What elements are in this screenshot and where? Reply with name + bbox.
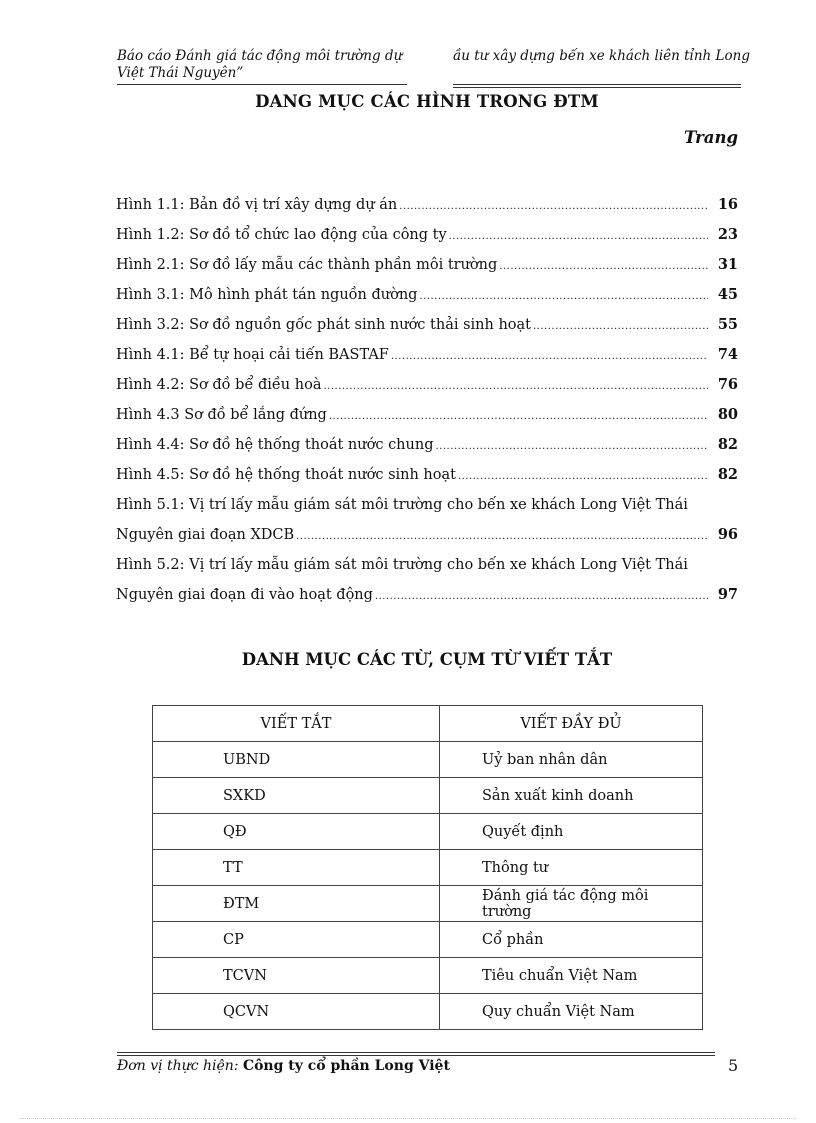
header-left-line2: Việt Thái Nguyên” xyxy=(117,65,244,81)
leader-dots xyxy=(323,372,708,402)
figure-entry xyxy=(116,490,738,550)
page-header xyxy=(117,48,750,90)
figure-page: 55 xyxy=(717,316,738,333)
leader-dots xyxy=(499,252,708,282)
figure-entry xyxy=(116,400,738,430)
leader-dots xyxy=(449,222,708,252)
abbreviations-title: DANH MỤC CÁC TỪ, CỤM TỪ VIẾT TẮT xyxy=(241,650,613,669)
figure-page: 76 xyxy=(717,376,738,393)
table-row xyxy=(153,778,703,814)
figure-label-line1: Hình 5.1: Vị trí lấy mẫu giám sát môi trường cho bến xe khách Long Việt Thái xyxy=(116,497,688,513)
figure-entry xyxy=(116,460,738,490)
full-cell: Quyết định xyxy=(440,814,703,850)
figure-entry xyxy=(116,430,738,460)
figure-entry xyxy=(116,370,738,400)
figure-page: 97 xyxy=(717,586,738,603)
figure-page: 23 xyxy=(717,226,738,243)
figure-label: Hình 1.2: Sơ đồ tổ chức lao động của công ty xyxy=(116,227,447,243)
full-cell: Sản xuất kinh doanh xyxy=(440,778,703,814)
figure-label: Hình 3.1: Mô hình phát tán nguồn đường xyxy=(116,287,418,303)
figure-label-line2: Nguyên giai đoạn đi vào hoạt động xyxy=(116,587,373,603)
full-cell: Quy chuẩn Việt Nam xyxy=(440,994,703,1030)
figure-entry xyxy=(116,340,738,370)
full-cell: Đánh giá tác động môi trường xyxy=(440,886,703,922)
page-footer xyxy=(117,1058,450,1074)
table-row xyxy=(153,850,703,886)
figure-label-line2: Nguyên giai đoạn XDCB xyxy=(116,527,295,543)
full-cell: Cổ phần xyxy=(440,922,703,958)
header-right: ầu tư xây dựng bến xe khách liên tỉnh Long xyxy=(453,48,750,64)
table-row xyxy=(153,958,703,994)
abbreviations-table xyxy=(152,705,703,1030)
table-row xyxy=(153,994,703,1030)
header-left xyxy=(117,48,407,82)
leader-dots xyxy=(436,432,709,462)
figure-page: 80 xyxy=(717,406,738,423)
figure-list xyxy=(116,190,738,610)
full-cell: Thông tư xyxy=(440,850,703,886)
abbr-cell: CP xyxy=(153,922,440,958)
figure-page: 74 xyxy=(717,346,738,363)
full-cell: Uỷ ban nhân dân xyxy=(440,742,703,778)
abbr-cell: ĐTM xyxy=(153,886,440,922)
header-left-line1: Báo cáo Đánh giá tác động môi trường dự xyxy=(117,48,403,64)
table-row xyxy=(153,814,703,850)
figure-page: 96 xyxy=(717,526,738,543)
abbr-cell: TT xyxy=(153,850,440,886)
figure-label: Hình 4.1: Bể tự hoại cải tiến BASTAF xyxy=(116,347,389,363)
figure-label: Hình 4.2: Sơ đồ bể điều hoà xyxy=(116,377,322,393)
figure-label: Hình 4.4: Sơ đồ hệ thống thoát nước chung xyxy=(116,437,434,453)
table-header-row xyxy=(153,706,703,742)
header-rule-right xyxy=(453,84,741,85)
leader-dots xyxy=(399,192,708,222)
leader-dots xyxy=(391,342,708,372)
header-rule-left xyxy=(117,84,407,85)
figures-title: DANG MỤC CÁC HÌNH TRONG ĐTM xyxy=(255,92,599,111)
header-rule-right-double xyxy=(453,87,741,88)
footer-company: Công ty cổ phần Long Việt xyxy=(242,1058,450,1074)
figure-label-line1: Hình 5.2: Vị trí lấy mẫu giám sát môi trường cho bến xe khách Long Việt Thái xyxy=(116,557,688,573)
column-header-full: VIẾT ĐẦY ĐỦ xyxy=(440,706,703,742)
full-cell: Tiêu chuẩn Việt Nam xyxy=(440,958,703,994)
abbr-cell: SXKD xyxy=(153,778,440,814)
leader-dots xyxy=(419,282,708,312)
figure-page: 82 xyxy=(717,436,738,453)
figure-page: 45 xyxy=(717,286,738,303)
figure-label: Hình 1.1: Bản đồ vị trí xây dựng dự án xyxy=(116,197,398,213)
leader-dots xyxy=(533,312,708,342)
table-row xyxy=(153,886,703,922)
page-bottom-border xyxy=(20,1118,796,1119)
abbr-cell: QCVN xyxy=(153,994,440,1030)
leader-dots xyxy=(458,462,708,492)
abbr-cell: QĐ xyxy=(153,814,440,850)
leader-dots xyxy=(375,582,708,612)
figure-entry xyxy=(116,220,738,250)
figure-entry xyxy=(116,310,738,340)
column-header-abbr: VIẾT TẮT xyxy=(153,706,440,742)
figure-label: Hình 4.3 Sơ đồ bể lắng đứng xyxy=(116,407,327,423)
table-row xyxy=(153,742,703,778)
leader-dots xyxy=(296,522,708,552)
footer-rule-bottom xyxy=(117,1055,715,1056)
figure-page: 31 xyxy=(717,256,738,273)
figure-entry xyxy=(116,280,738,310)
figure-page: 16 xyxy=(717,196,738,213)
abbr-cell: TCVN xyxy=(153,958,440,994)
figure-label: Hình 3.2: Sơ đồ nguồn gốc phát sinh nước thải sinh hoạt xyxy=(116,317,531,333)
page-column-label: Trang xyxy=(684,128,738,147)
figure-entry xyxy=(116,190,738,220)
figure-entry xyxy=(116,250,738,280)
footer-rule-top xyxy=(117,1052,715,1053)
footer-unit-label: Đơn vị thực hiện: xyxy=(117,1058,239,1074)
figure-label: Hình 4.5: Sơ đồ hệ thống thoát nước sinh hoạt xyxy=(116,467,456,483)
page-number: 5 xyxy=(728,1056,739,1075)
table-row xyxy=(153,922,703,958)
figure-label: Hình 2.1: Sơ đồ lấy mẫu các thành phần môi trường xyxy=(116,257,498,273)
figure-entry xyxy=(116,550,738,610)
leader-dots xyxy=(329,402,708,432)
figure-page: 82 xyxy=(717,466,738,483)
abbr-cell: UBND xyxy=(153,742,440,778)
